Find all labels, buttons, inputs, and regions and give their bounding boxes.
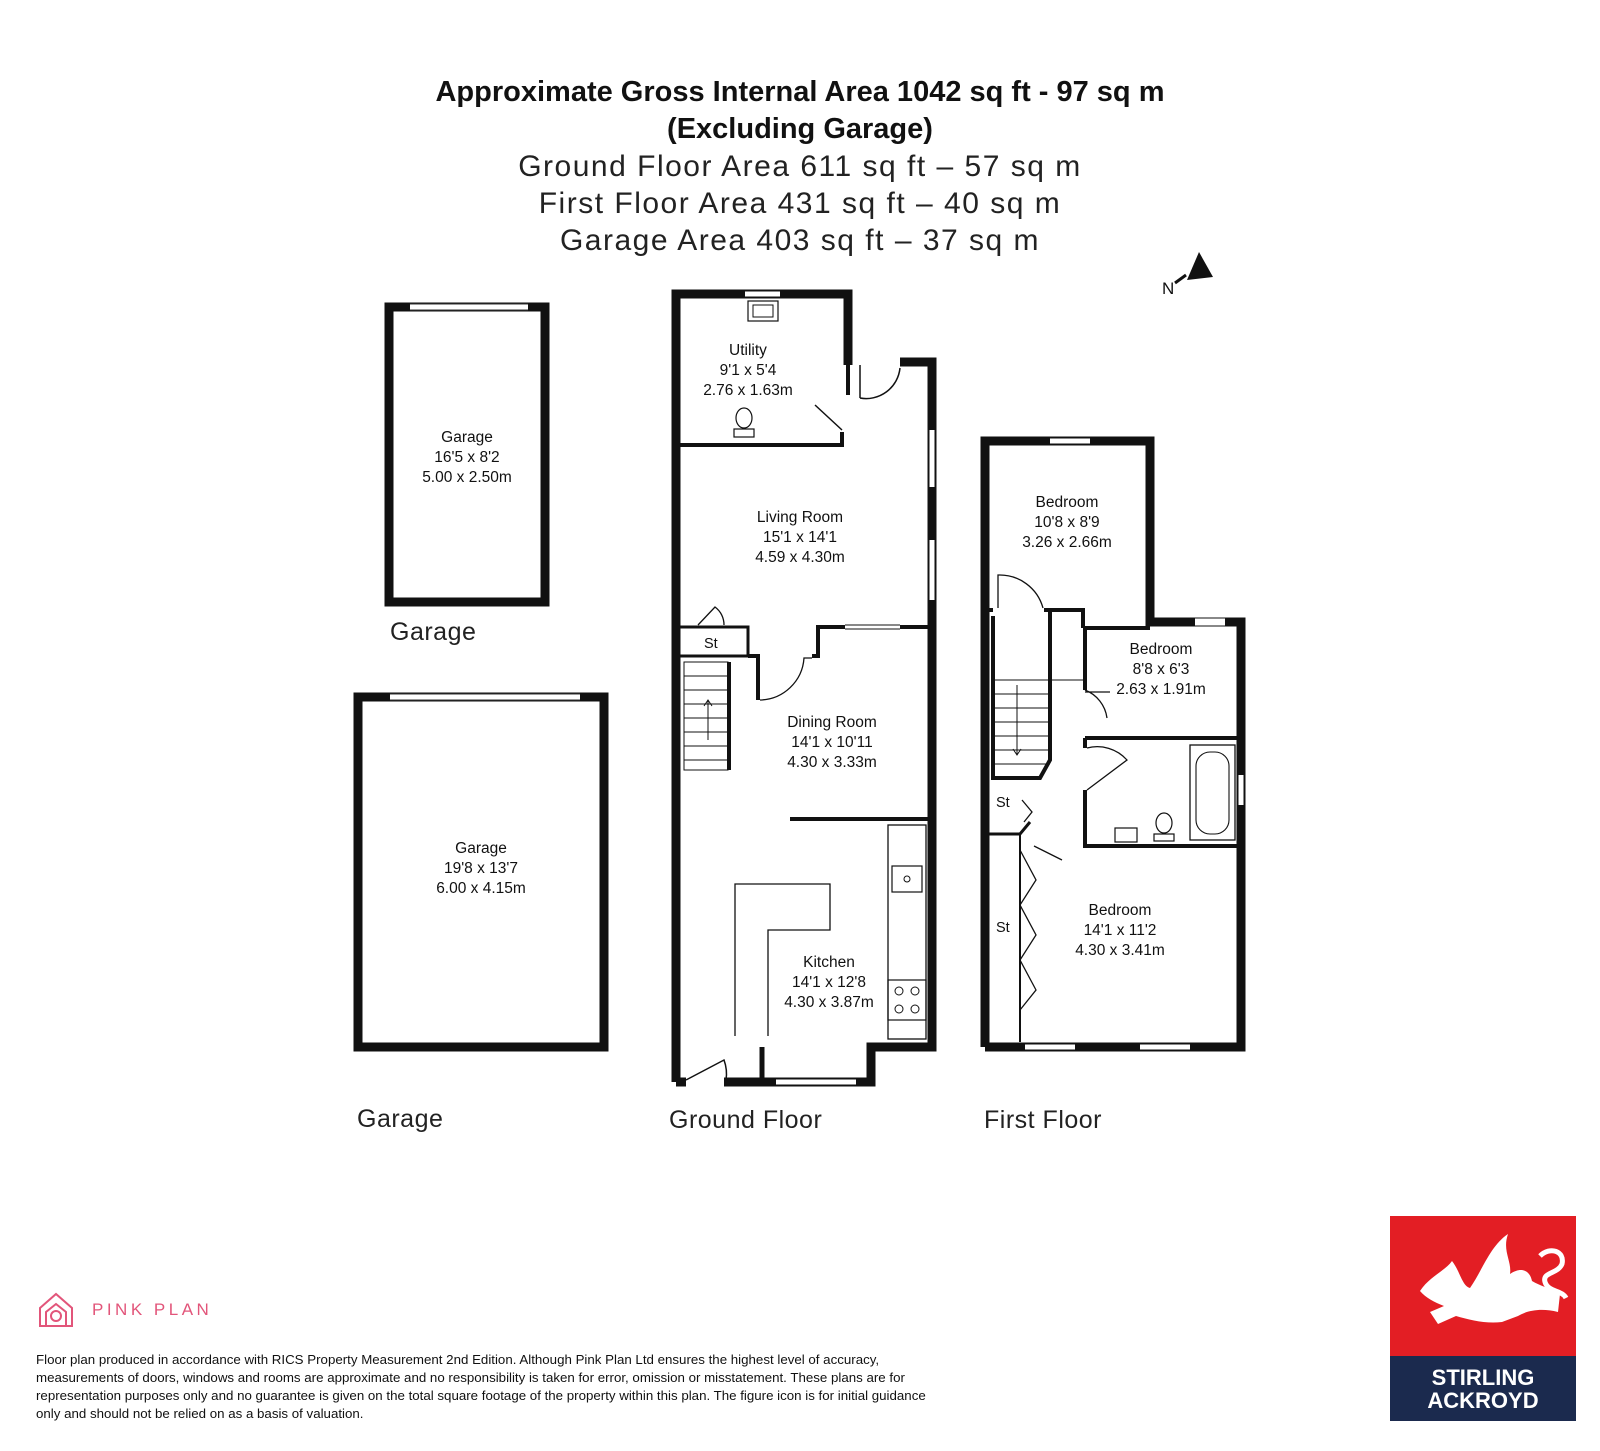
pink-plan-name: PINK PLAN <box>92 1300 213 1319</box>
agent-name-panel <box>1390 1356 1576 1421</box>
ground-floor-area-text: Ground Floor Area 611 sq ft – 57 sq m <box>518 150 1082 183</box>
garage-area-text: Garage Area 403 sq ft – 37 sq m <box>559 224 1041 257</box>
dining-room-name: Dining Room <box>787 714 877 731</box>
utility-imperial: 9'1 x 5'4 <box>719 362 777 379</box>
bedroom3-metric: 4.30 x 3.41m <box>1075 942 1165 959</box>
kitchen-imperial: 14'1 x 12'8 <box>791 974 867 991</box>
griffin-icon <box>1390 1216 1576 1356</box>
agent-name-line1: STIRLING <box>1431 1365 1535 1390</box>
pink-plan-house-icon <box>36 1290 76 1330</box>
north-label: N <box>1162 279 1175 298</box>
bedroom3-imperial: 14'1 x 11'2 <box>1083 922 1157 939</box>
garage-large-metric: 6.00 x 4.15m <box>436 880 526 897</box>
bedroom2-metric: 2.63 x 1.91m <box>1116 681 1206 698</box>
pink-plan-brand <box>36 1290 212 1330</box>
garage-large-imperial: 19'8 x 13'7 <box>443 860 519 877</box>
store-ground: St <box>704 636 718 652</box>
garage-large-name: Garage <box>455 840 507 857</box>
first-floor-label: First Floor <box>984 1106 1102 1134</box>
kitchen-name: Kitchen <box>803 954 855 971</box>
kitchen-metric: 4.30 x 3.87m <box>784 994 874 1011</box>
title-excluding-garage: (Excluding Garage) <box>667 113 933 145</box>
garage-small-name: Garage <box>441 429 493 446</box>
title-gross-area: Approximate Gross Internal Area 1042 sq ft - 97 sq m <box>435 76 1165 108</box>
garage-small-metric: 5.00 x 2.50m <box>422 469 512 486</box>
garage-lower-label: Garage <box>357 1105 444 1133</box>
bedroom3-name: Bedroom <box>1088 902 1152 919</box>
bedroom1-metric: 3.26 x 2.66m <box>1022 534 1112 551</box>
garage-small-plan <box>389 304 545 602</box>
utility-metric: 2.76 x 1.63m <box>703 382 793 399</box>
ground-floor-label: Ground Floor <box>669 1106 823 1134</box>
agent-name-line2: ACKROYD <box>1427 1388 1539 1413</box>
disclaimer-text: Floor plan produced in accordance with RICS Property Measurement 2nd Edition. Although Pink Plan Ltd ensures the highest level of accuracy, measurements of doors, windows and rooms are approximate and no responsibility is taken for error, omission or misstatement. These plans are for representation purposes only and no guarantee is given on the total square footage of the property within this plan. The figure icon is for initial guidance only and should not be relied on as a basis of valuation. <box>36 1352 926 1421</box>
garage-upper-label: Garage <box>390 618 477 646</box>
garage-large-plan <box>358 694 604 1047</box>
first-floor-area-text: First Floor Area 431 sq ft – 40 sq m <box>538 187 1062 220</box>
dining-room-metric: 4.30 x 3.33m <box>787 754 877 771</box>
store-bedroom: St <box>996 920 1010 936</box>
store-landing: St <box>996 795 1010 811</box>
bedroom2-name: Bedroom <box>1129 641 1193 658</box>
garage-small-imperial: 16'5 x 8'2 <box>434 449 500 466</box>
bedroom1-name: Bedroom <box>1035 494 1099 511</box>
living-room-imperial: 15'1 x 14'1 <box>762 529 838 546</box>
stirling-ackroyd-logo <box>1390 1216 1576 1421</box>
bedroom2-imperial: 8'8 x 6'3 <box>1132 661 1190 678</box>
bedroom1-imperial: 10'8 x 8'9 <box>1034 514 1100 531</box>
living-room-metric: 4.59 x 4.30m <box>755 549 845 566</box>
utility-name: Utility <box>729 342 767 359</box>
dining-room-imperial: 14'1 x 10'11 <box>791 734 873 751</box>
living-room-name: Living Room <box>756 509 844 526</box>
griffin-panel <box>1390 1216 1576 1356</box>
north-arrow-icon <box>1162 252 1213 298</box>
